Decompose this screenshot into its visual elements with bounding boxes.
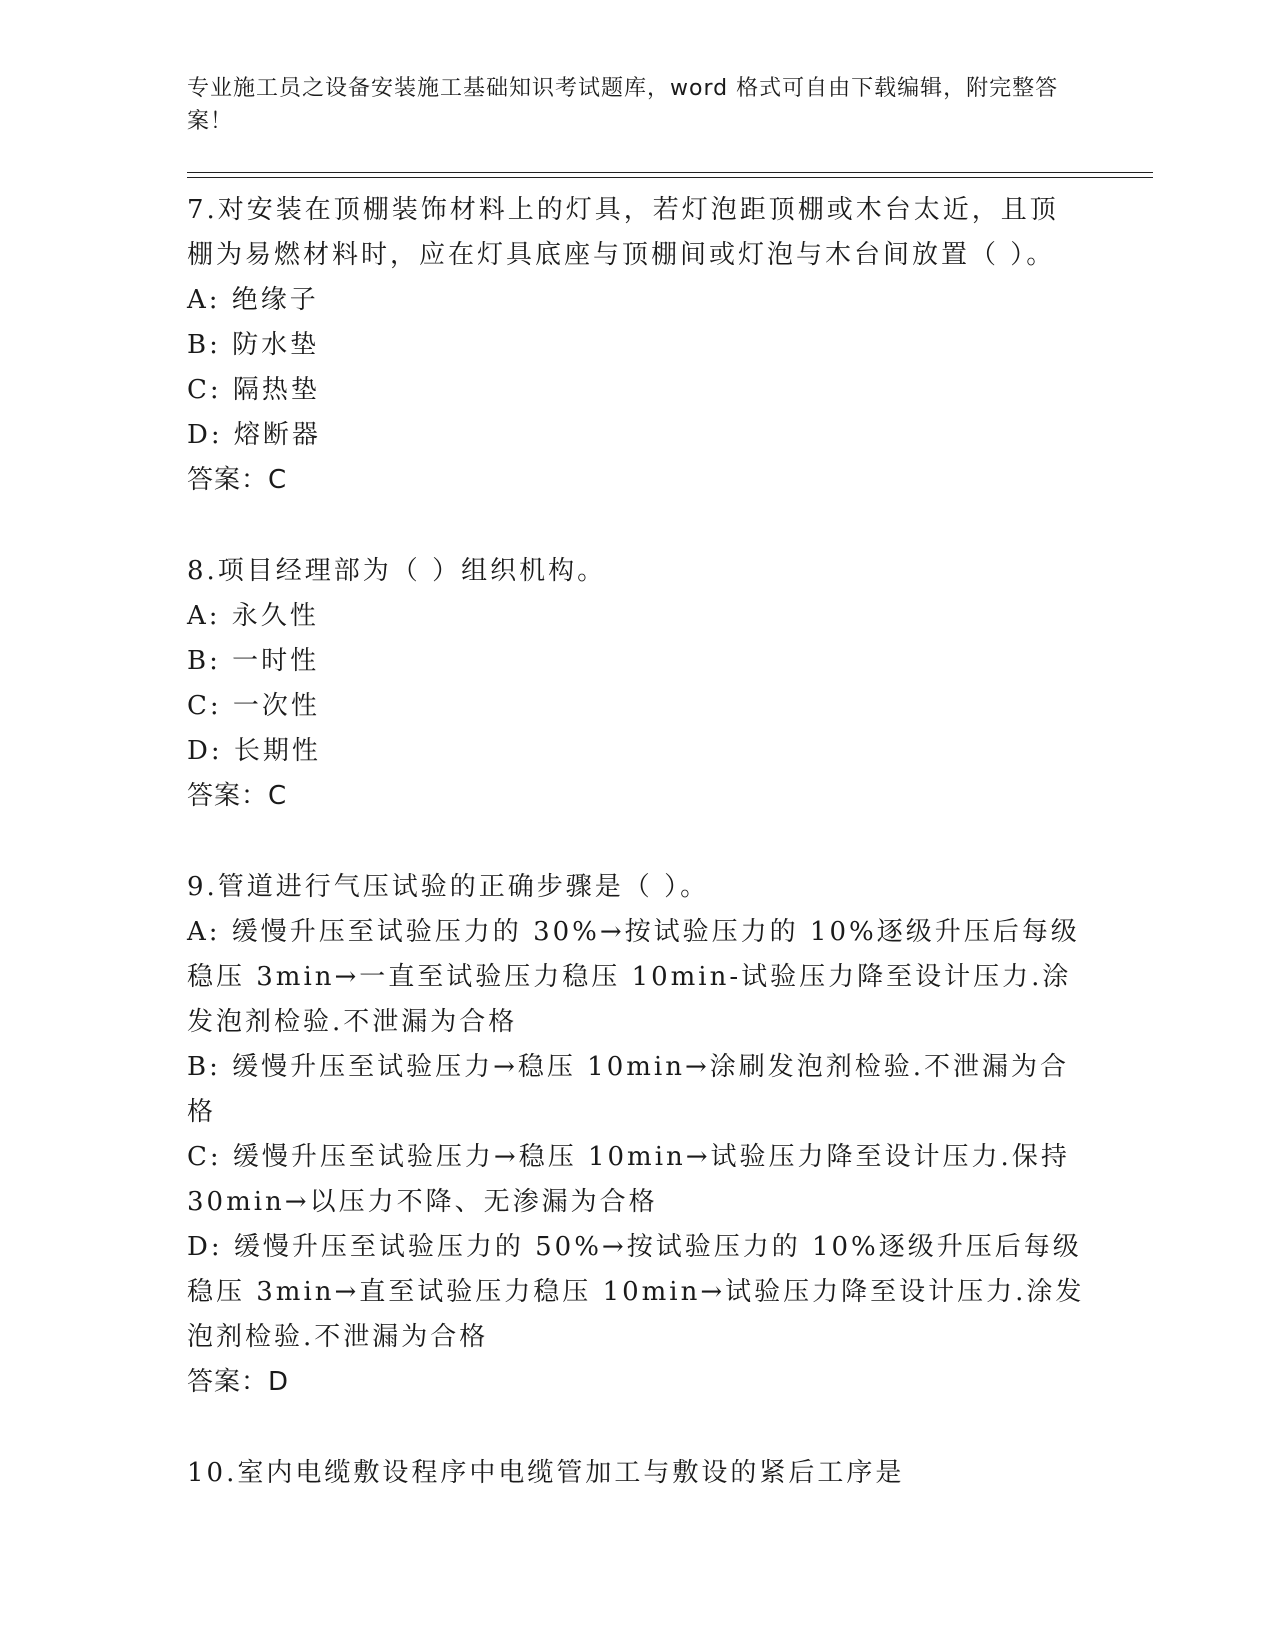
option-a: A: 永久性 — [187, 601, 319, 631]
question-8 — [187, 549, 1087, 819]
option-c: C: 隔热垫 — [187, 375, 320, 405]
question-text: 10.室内电缆敷设程序中电缆管加工与敷设的紧后工序是 — [187, 1458, 905, 1488]
option-b: B: 防水垫 — [187, 330, 320, 360]
option-a: A: 缓慢升压至试验压力的 30%→按试验压力的 10%逐级升压后每级稳压 3min→一直至试验压力稳压 10min-试验压力降至设计压力.涂发泡剂检验.不泄漏为合格 — [187, 917, 1080, 1037]
document-header: 专业施工员之设备安装施工基础知识考试题库，word 格式可自由下载编辑，附完整答案！ — [187, 76, 1059, 134]
option-a: A: 绝缘子 — [187, 285, 319, 315]
option-d: D: 长期性 — [187, 736, 321, 766]
question-7 — [187, 188, 1087, 503]
answer-text: 答案：D — [187, 1367, 290, 1397]
question-text: 8.项目经理部为（ ）组织机构。 — [187, 556, 607, 586]
question-text: 9.管道进行气压试验的正确步骤是（ ）。 — [187, 872, 710, 902]
option-d: D: 缓慢升压至试验压力的 50%→按试验压力的 10%逐级升压后每级稳压 3min→直至试验压力稳压 10min→试验压力降至设计压力.涂发泡剂检验.不泄漏为合格 — [187, 1232, 1085, 1352]
option-c: C: 一次性 — [187, 691, 320, 721]
document-page — [187, 72, 1147, 1542]
question-9 — [187, 865, 1087, 1405]
option-c: C: 缓慢升压至试验压力→稳压 10min→试验压力降至设计压力.保持30min→以压力不降、无渗漏为合格 — [187, 1142, 1070, 1217]
question-10 — [187, 1451, 1087, 1496]
option-b: B: 缓慢升压至试验压力→稳压 10min→涂刷发泡剂检验.不泄漏为合格 — [187, 1052, 1070, 1127]
question-text: 7.对安装在顶棚装饰材料上的灯具，若灯泡距顶棚或木台太近，且顶棚为易燃材料时，应在灯具底座与顶棚间或灯泡与木台间放置（ ）。 — [187, 195, 1059, 270]
option-d: D: 熔断器 — [187, 420, 321, 450]
option-b: B: 一时性 — [187, 646, 320, 676]
answer-text: 答案：C — [187, 781, 288, 811]
answer-text: 答案：C — [187, 465, 288, 495]
header-divider — [187, 172, 1153, 178]
